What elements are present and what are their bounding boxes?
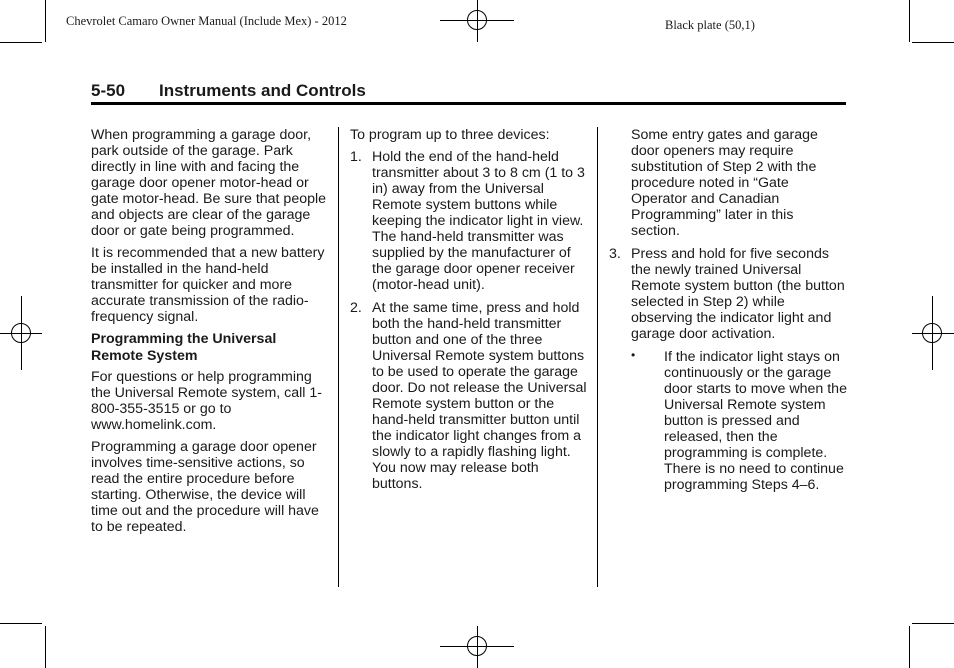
subheading: Programming the Universal Remote System <box>91 331 277 364</box>
column-3 <box>609 127 849 493</box>
manual-title: Chevrolet Camaro Owner Manual (Include Mex) - 2012 <box>66 14 347 28</box>
registration-mark-right <box>912 296 954 370</box>
crop-mark <box>0 42 42 43</box>
registration-mark-bottom <box>440 626 514 668</box>
list-item <box>350 300 588 492</box>
column-divider <box>338 127 339 587</box>
heading-rule <box>91 102 846 105</box>
step-text: Hold the end of the hand-held transmitter about 3 to 8 cm (1 to 3 in) away from the Universal Remote system buttons while keeping the indicator light in view. The hand-held transmitter was supplied by the manufacturer of the garage door opener receiver (motor-head unit). <box>372 149 585 293</box>
paragraph: For questions or help programming the Universal Remote system, call 1-800-355-3515 or go to www.homelink.com. <box>91 369 323 433</box>
paragraph: It is recommended that a new battery be installed in the hand-held transmitter for quicker and more accurate transmission of the radio-frequency signal. <box>91 245 325 325</box>
plate-label: Black plate (50,1) <box>665 18 755 32</box>
list-item <box>350 149 588 293</box>
crop-mark <box>45 626 46 668</box>
paragraph: Programming a garage door opener involves time-sensitive actions, so read the entire procedure before starting. Otherwise, the device will time out and the procedure will have to be repeated. <box>91 439 319 535</box>
paragraph: To program up to three devices: <box>350 127 550 143</box>
step-text: Press and hold for five seconds the newly trained Universal Remote system button (the button selected in Step 2) while observing the indicator light and garage door activation. <box>631 246 845 342</box>
bullet-text: If the indicator light stays on continuously or the garage door starts to move when the Universal Remote system button is pressed and released, then the programming is complete. There is no need to continue programming Steps 4–6. <box>664 349 847 493</box>
list-item <box>631 349 854 493</box>
page-number: 5-50 <box>91 81 126 100</box>
step-text: At the same time, press and hold both the hand-held transmitter button and one of the three Universal Remote system buttons to be used to operate the garage door. Do not release the Universal Remote system button or the hand-held transmitter button until the indicator light changes from a slowly to a rapidly flashing light. You now may release both buttons. <box>372 300 587 492</box>
step-number: 1. <box>350 149 362 165</box>
step-number: 2. <box>350 300 362 316</box>
section-heading <box>91 81 366 101</box>
paragraph: Some entry gates and garage door openers may require substitution of Step 2 with the procedure noted in “Gate Operator and Canadian Programming” later in this section. <box>631 127 818 239</box>
crop-mark <box>912 42 954 43</box>
crop-mark <box>0 623 42 624</box>
crop-mark <box>909 626 910 668</box>
crop-mark <box>909 0 910 42</box>
section-title: Instruments and Controls <box>159 81 366 100</box>
crop-mark <box>912 623 954 624</box>
column-divider <box>597 127 598 587</box>
paragraph: When programming a garage door, park outside of the garage. Park directly in line with and facing the garage door opener motor-head or gate motor-head. Be sure that people and objects are clear of the garage door or gate being programmed. <box>91 127 327 239</box>
column-2 <box>350 127 588 499</box>
step-number: 3. <box>609 246 621 262</box>
list-item <box>609 246 846 342</box>
registration-mark-left <box>0 296 42 370</box>
column-1 <box>91 127 331 541</box>
crop-mark <box>45 0 46 42</box>
step-list <box>350 149 588 492</box>
bullet-marker: • <box>631 348 636 362</box>
registration-mark-top <box>440 0 514 42</box>
